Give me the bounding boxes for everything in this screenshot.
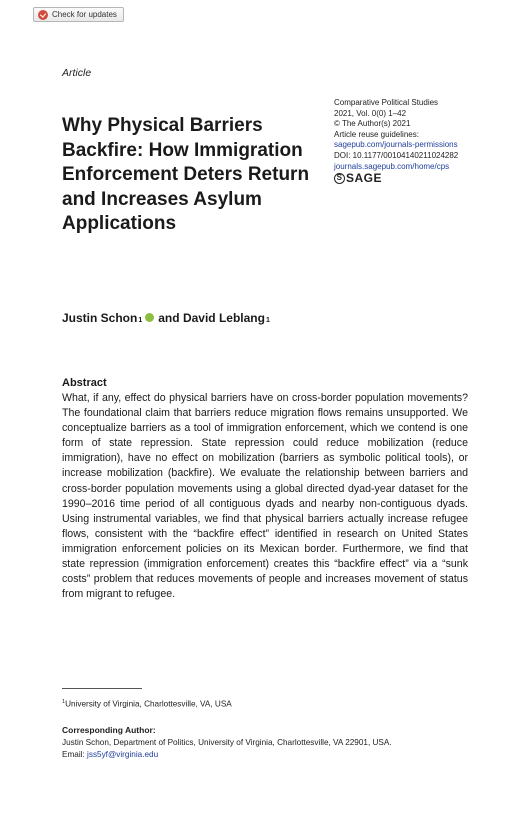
affiliation-marker: 1 [62,699,66,705]
sage-logo-icon: S [334,173,345,184]
corresponding-author-email-line [62,749,392,761]
corresponding-author-details [62,737,392,760]
author-name: David Leblang [182,311,265,325]
abstract-heading: Abstract [62,377,107,389]
author-affiliation [62,699,232,709]
sage-logo-text: SAGE [346,171,383,186]
orcid-icon[interactable] [145,313,154,322]
check-for-updates-label: Check for updates [52,10,117,19]
journal-volume: 2021, Vol. 0(0) 1–42 [334,108,407,118]
check-for-updates-button[interactable] [33,7,124,22]
author-conjunction: and [158,311,180,325]
corresponding-author-address: Justin Schon, Department of Politics, University of Virginia, Charlottesville, VA 22901, USA. [62,738,392,747]
check-updates-icon [38,10,48,20]
footnote-divider [62,688,142,689]
author-name: Justin Schon [62,311,138,325]
journal-name: Comparative Political Studies [334,98,439,107]
corresponding-author-heading: Corresponding Author: [62,725,156,735]
doi-text: DOI: 10.1177/00104140211024282 [334,150,459,160]
email-label: Email: [62,749,85,759]
affiliation-text: University of Virginia, Charlottesville, VA, USA [65,699,232,709]
copyright-notice: © The Author(s) 2021 [334,119,411,129]
journal-meta [334,98,504,184]
reuse-guidelines-label: Article reuse guidelines: [334,129,419,139]
author-email-link[interactable]: jss5yf@virginia.edu [87,749,159,759]
affiliation-marker: 1 [265,317,270,324]
abstract-text: What, if any, effect do physical barriers have on cross-border population movements? The foundational claim that barriers reduce migration flows remains unsupported. We conceptualize barriers as a tool of immigration enforcement, which we contend is one form of state repression. State repression could reduce mobilization (reduce immigration), have no effect on mobilization (barriers as symbolic political tools), or increase mobilization (backfire). We evaluate the relationship between barriers and cross-border population movements using a global directed dyad-year dataset for the 1990–2016 time period of all contiguous dyads and nearby non-contiguous dyads. Using instrumental variables, we find that physical barriers actually increase refugee flows, consistent with the “backfire effect” identified in research on United States immigration enforcement policies on its Mexican border. Furthermore, we find that state repression (immigration enforcement) creates this “backfire effect” via a “sunk costs” problem that reduces movements of people and increases movement of status from migrant to refugee. [62,392,468,601]
paper-title: Why Physical Barriers Backfire: How Immigration Enforcement Deters Return and Increases Asylum Applications [62,115,310,234]
author-line [62,311,270,325]
sage-logo [334,173,504,184]
reuse-permissions-link[interactable]: sagepub.com/journals-permissions [334,140,458,150]
journal-home-link[interactable]: journals.sagepub.com/home/cps [334,161,450,171]
affiliation-marker: 1 [138,317,143,324]
article-type-label: Article [62,67,92,79]
